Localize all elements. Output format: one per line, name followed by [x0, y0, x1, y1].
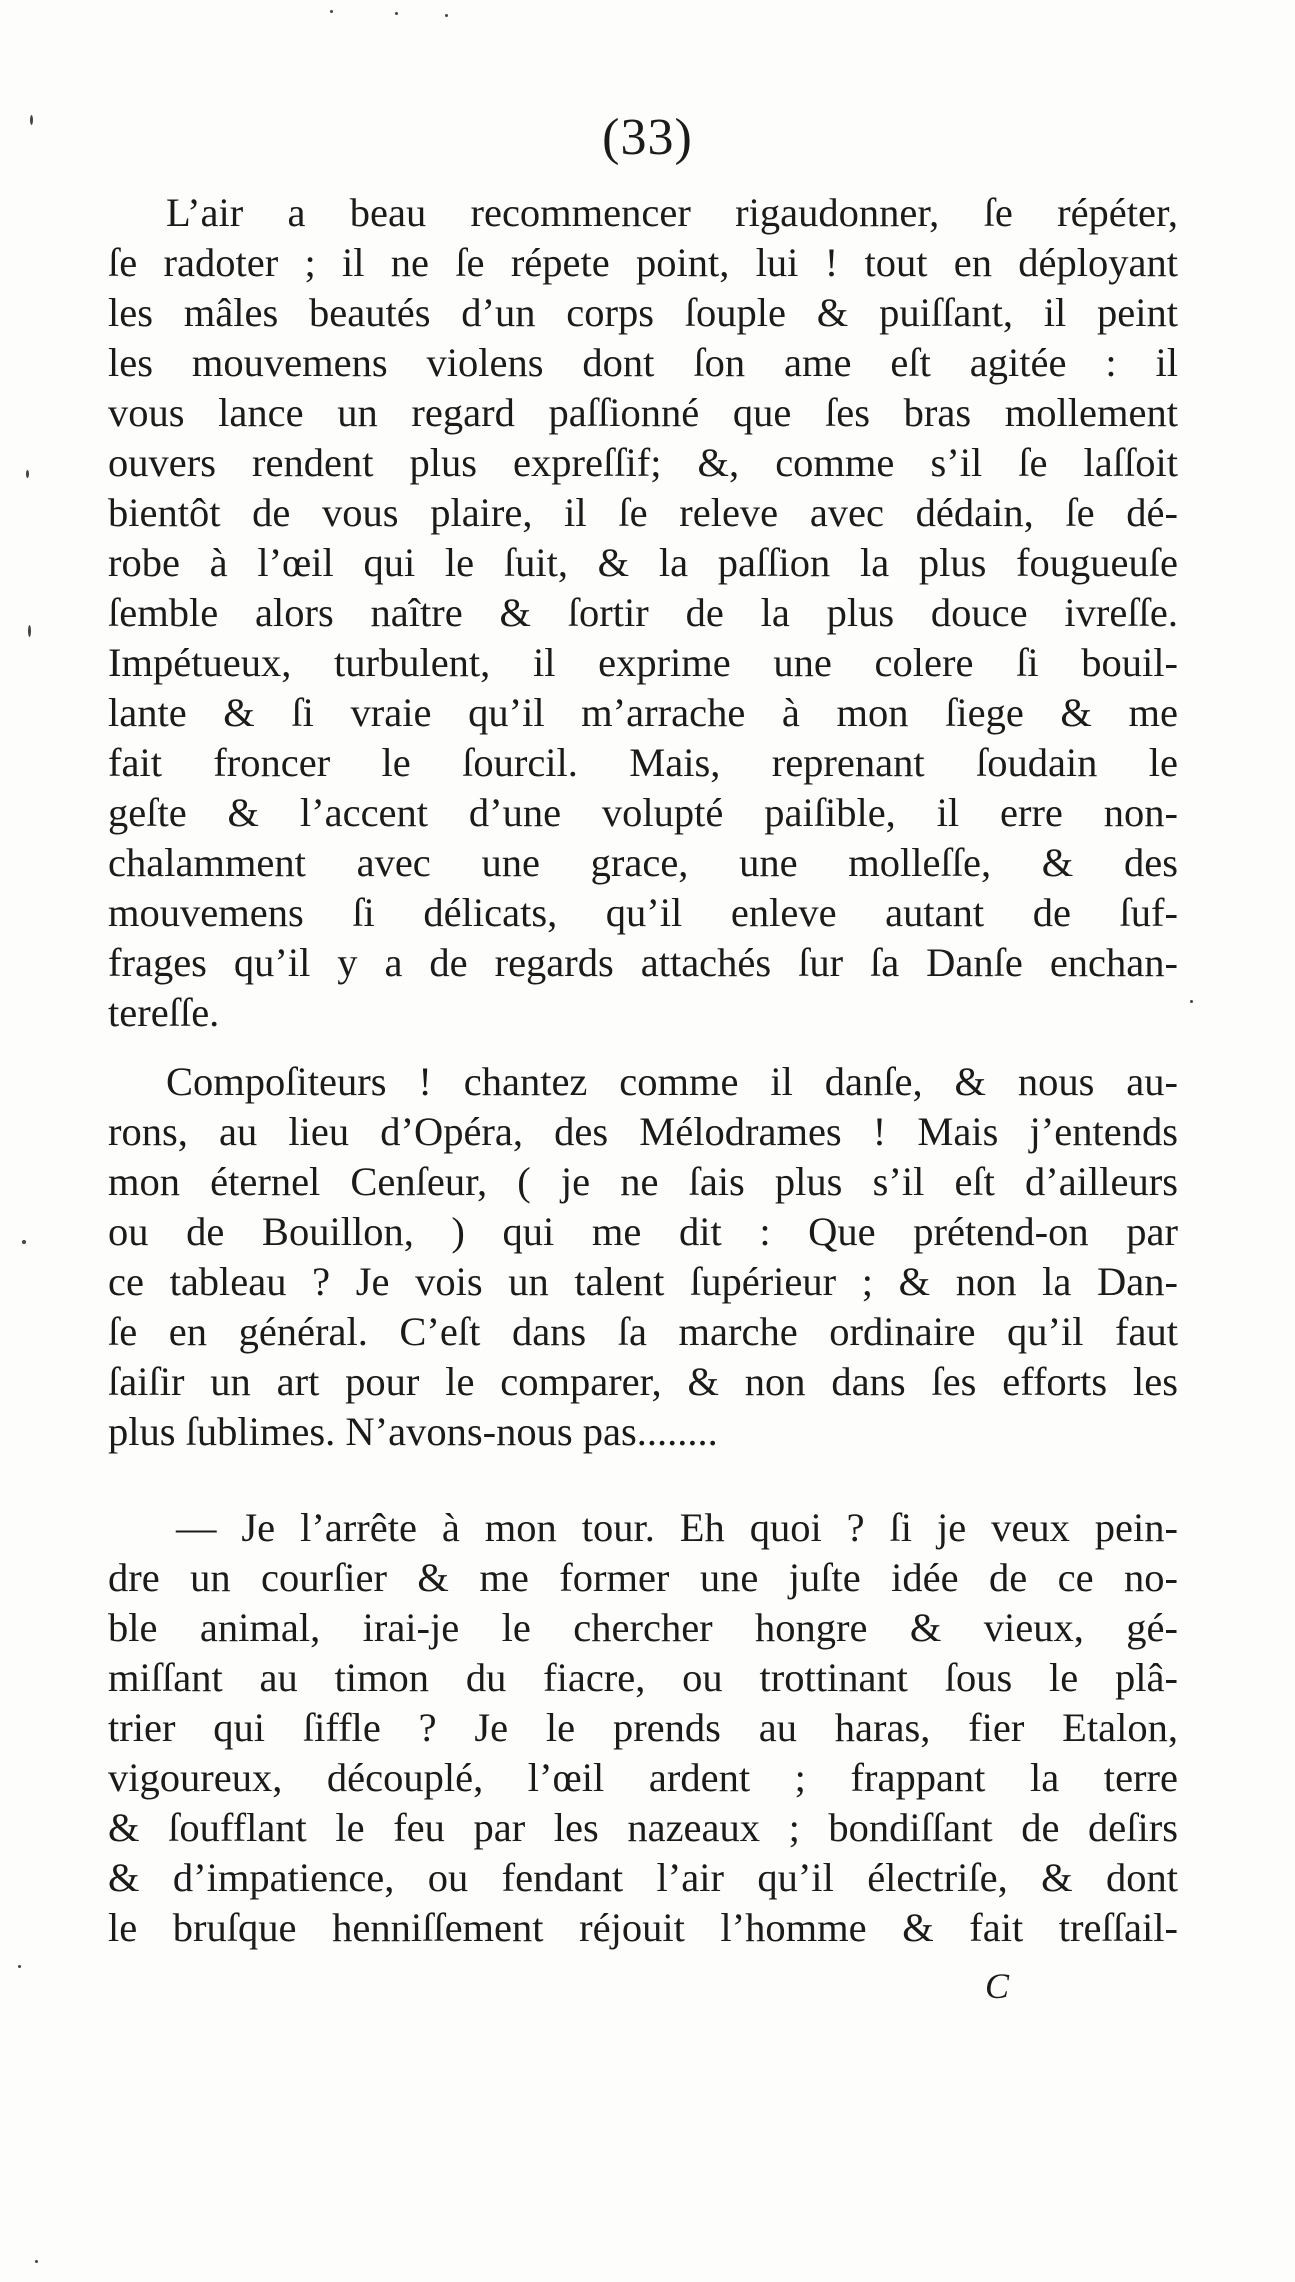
text-line: ble animal, irai-je le chercher hongre & vieux, gé-	[108, 1605, 1178, 1650]
text-line: les mâles beautés d’un corps ſouple & puiſſant, il peint	[108, 290, 1178, 335]
paragraph-3	[108, 1503, 1178, 1953]
text-line: geſte & l’accent d’une volupté paiſible, il erre non-	[108, 790, 1178, 835]
paper-speck	[395, 12, 398, 15]
text-line: — Je l’arrête à mon tour. Eh quoi ? ſi je veux pein-	[176, 1505, 1178, 1550]
paper-speck	[28, 625, 31, 637]
paper-speck	[18, 1965, 21, 1968]
text-line: ce tableau ? Je vois un talent ſupérieur ; & non la Dan-	[108, 1259, 1178, 1304]
text-line: mon éternel Cenſeur, ( je ne ſais plus s’il eſt d’ailleurs	[108, 1159, 1178, 1204]
text-line: fait froncer le ſourcil. Mais, reprenant ſoudain le	[108, 740, 1178, 785]
text-line: robe à l’œil qui le ſuit, & la paſſion la plus fougueuſe	[108, 540, 1178, 585]
text-line: lante & ſi vraie qu’il m’arrache à mon ſiege & me	[108, 690, 1178, 735]
signature-mark: C	[985, 1966, 1010, 2006]
text-line: rons, au lieu d’Opéra, des Mélodrames ! Mais j’entends	[108, 1109, 1178, 1154]
text-line: ſe en général. C’eſt dans ſa marche ordinaire qu’il faut	[108, 1309, 1178, 1354]
text-line: ſemble alors naître & ſortir de la plus douce ivreſſe.	[108, 590, 1178, 635]
paper-speck	[30, 115, 33, 125]
text-line: dre un courſier & me former une juſte idée de ce no-	[108, 1555, 1178, 1600]
text-line: miſſant au timon du fiacre, ou trottinant ſous le plâ-	[108, 1655, 1178, 1700]
text-line: ſe radoter ; il ne ſe répete point, lui ! tout en déployant	[108, 240, 1178, 285]
text-line: bientôt de vous plaire, il ſe releve avec dédain, ſe dé-	[108, 490, 1178, 535]
text-line: tereſſe.	[108, 990, 220, 1035]
paper-speck	[22, 1240, 26, 1244]
paper-speck	[26, 470, 29, 478]
text-line: les mouvemens violens dont ſon ame eſt agitée : il	[108, 340, 1178, 385]
paragraph-2	[108, 1057, 1178, 1457]
text-line: Compoſiteurs ! chantez comme il danſe, & nous au-	[166, 1059, 1178, 1104]
text-line: vigoureux, découplé, l’œil ardent ; frappant la terre	[108, 1755, 1178, 1800]
text-line: & d’impatience, ou fendant l’air qu’il électriſe, & dont	[108, 1855, 1178, 1900]
page-number: (33)	[602, 109, 693, 166]
text-line: ou de Bouillon, ) qui me dit : Que prétend-on par	[108, 1209, 1178, 1254]
text-line: ſaiſir un art pour le comparer, & non dans ſes efforts les	[108, 1359, 1178, 1404]
text-line: chalamment avec une grace, une molleſſe, & des	[108, 840, 1178, 885]
paragraph-1	[108, 188, 1178, 1038]
paper-speck	[330, 10, 333, 13]
paper-speck	[35, 2260, 38, 2263]
text-line: le bruſque henniſſement réjouit l’homme & fait treſſail-	[108, 1905, 1178, 1950]
text-line: mouvemens ſi délicats, qu’il enleve autant de ſuf-	[108, 890, 1178, 935]
text-line: & ſoufflant le feu par les nazeaux ; bondiſſant de deſirs	[108, 1805, 1178, 1850]
text-line: frages qu’il y a de regards attachés ſur ſa Danſe enchan-	[108, 940, 1178, 985]
paper-speck	[445, 14, 448, 17]
text-line: trier qui ſiffle ? Je le prends au haras, fier Etalon,	[108, 1705, 1178, 1750]
text-line: plus ſublimes. N’avons-nous pas........	[108, 1409, 718, 1454]
text-line: ouvers rendent plus expreſſif; &, comme s’il ſe laſſoit	[108, 440, 1178, 485]
paper-speck	[1190, 1000, 1193, 1003]
text-line: L’air a beau recommencer rigaudonner, ſe répéter,	[166, 190, 1178, 235]
text-line: vous lance un regard paſſionné que ſes bras mollement	[108, 390, 1178, 435]
text-line: Impétueux, turbulent, il exprime une colere ſi bouil-	[108, 640, 1178, 685]
